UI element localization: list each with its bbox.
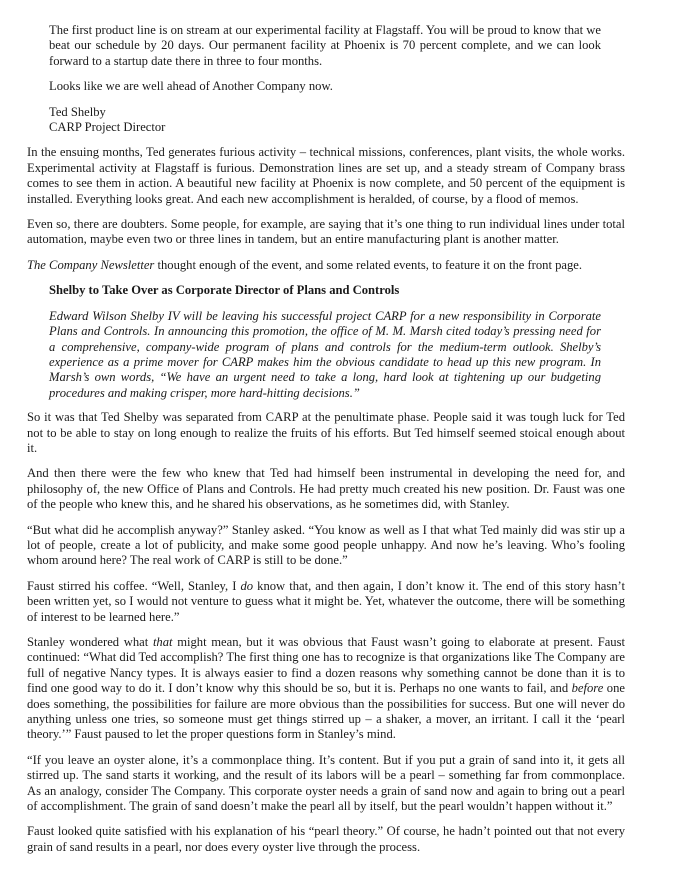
body-paragraph-8 (27, 635, 625, 743)
signature-name: Ted Shelby (49, 104, 106, 119)
body-paragraph-3-text: thought enough of the event, and some related events, to feature it on the front page. (154, 257, 583, 272)
body-paragraph-1: In the ensuing months, Ted generates furious activity – technical missions, conferences, plant visits, the whole works. Experimental activity at Flagstaff is furious. Demonstration lines are set up, and a steady stream of Company brass comes to see them in action. A beautiful new facility at Phoenix is now complete, and 50 percent of the equipment is installed. Everything looks great. And each new accomplishment is heralded, of course, by a flood of memos. (27, 145, 625, 206)
newsletter-name: The Company Newsletter (27, 257, 155, 272)
body-paragraph-5: And then there were the few who knew that Ted had himself been instrumental in developing the need for, and philosophy of, the new Office of Plans and Controls. He had pretty much created his new position. Dr. Faust was one of the people who knew this, and he shared his observations, as he sometimes did, with Stanley. (27, 466, 625, 512)
p8-emphasis-2: before (571, 681, 604, 696)
newsletter-quote: Edward Wilson Shelby IV will be leaving his successful project CARP for a new responsibility in Corporate Plans and Controls. In announcing this promotion, the office of M. M. Marsh cited today’s pressing need for a comprehensive, company-wide program of plans and controls for the medium-term outlook. Shelby’s experience as a prime mover for CARP makes him the obvious candidate to head up this new program. In Marsh’s own words, “We have an urgent need to take a long, hard look at tightening up our budgeting procedures and making crisper, more hard-hitting decisions.” (49, 308, 601, 400)
p7-text-b: know that, and then again, I don’t know it. The end of this story hasn’t been written yet, so I would not venture to guess what it might be. Yet, whatever the outcome, there will be something of interest to be learned here.” (27, 578, 626, 624)
p8-emphasis-1: that (152, 635, 173, 649)
body-paragraph-3 (27, 258, 625, 273)
p7-emphasis: do (240, 578, 254, 593)
newsletter-headline: Shelby to Take Over as Corporate Director of Plans and Controls (49, 283, 400, 298)
body-paragraph-10: Faust looked quite satisfied with his explanation of his “pearl theory.” Of course, he hadn’t pointed out that not every grain of sand results in a pearl, nor does every oyster live through the process. (27, 824, 625, 854)
p8-text-c: one does something, the possibilities for failure are more obvious than the possibilities for success. But one will never do anything unless one tries, so someone must get things stirred up – a shaker, a mover, an irritant. I call it the ‘pearl theory.’” Faust paused to let the proper questions form in Stanley’s mind. (27, 681, 625, 742)
body-paragraph-4: So it was that Ted Shelby was separated from CARP at the penultimate phase. People said it was tough luck for Ted not to be able to stay on long enough to realize the fruits of his efforts. But Ted himself seemed stoical enough about it. (27, 410, 625, 455)
body-paragraph-2: Even so, there are doubters. Some people, for example, are saying that it’s one thing to run individual lines under total automation, maybe even two or three lines in tandem, but an entire manufacturing plant is another matter. (27, 217, 625, 247)
p8-text-a: Stanley wondered what (27, 635, 153, 649)
memo-line: Looks like we are well ahead of Another Company now. (49, 79, 333, 94)
memo-paragraph: The first product line is on stream at our experimental facility at Flagstaff. You will be proud to know that we beat our schedule by 20 days. Our permanent facility at Phoenix is 70 percent complete, and we can look forward to a startup date there in three to four months. (49, 23, 601, 68)
body-paragraph-6: “But what did he accomplish anyway?” Stanley asked. “You know as well as I that what Ted mainly did was stir up a lot of people, create a lot of publicity, and make some good people unhappy. And now he’s leaving. Who’s fooling whom around here? The real work of CARP is still to be done.” (27, 522, 625, 568)
body-paragraph-9: “If you leave an oyster alone, it’s a commonplace thing. It’s content. But if you put a grain of sand into it, it gets all stirred up. The sand starts it working, and the result of its labors will be a pearl – something far from commonplace. As an analogy, consider The Company. This corporate oyster needs a grain of sand now and again to bring out a pearl of accomplishment. The grain of sand doesn’t make the pearl all by itself, but the pearl wouldn’t happen without it.” (27, 752, 625, 814)
body-paragraph-7 (27, 579, 625, 625)
p7-text-a: Faust stirred his coffee. “Well, Stanley, I (27, 578, 241, 593)
signature-title: CARP Project Director (49, 120, 166, 135)
memo-signature (49, 105, 601, 136)
p8-text-b: might mean, but it was obvious that Faust wasn’t going to elaborate at present. Faust continued: “What did Ted accomplish? The first thing one has to recognize is that organizations like The Company are full of negative Nancy types. It is always easier to find a dozen reasons why something cannot be done than it is to find one good way to do it. I don’t know why this should be so, but it is. Perhaps no one wants to fail, and (27, 635, 626, 696)
